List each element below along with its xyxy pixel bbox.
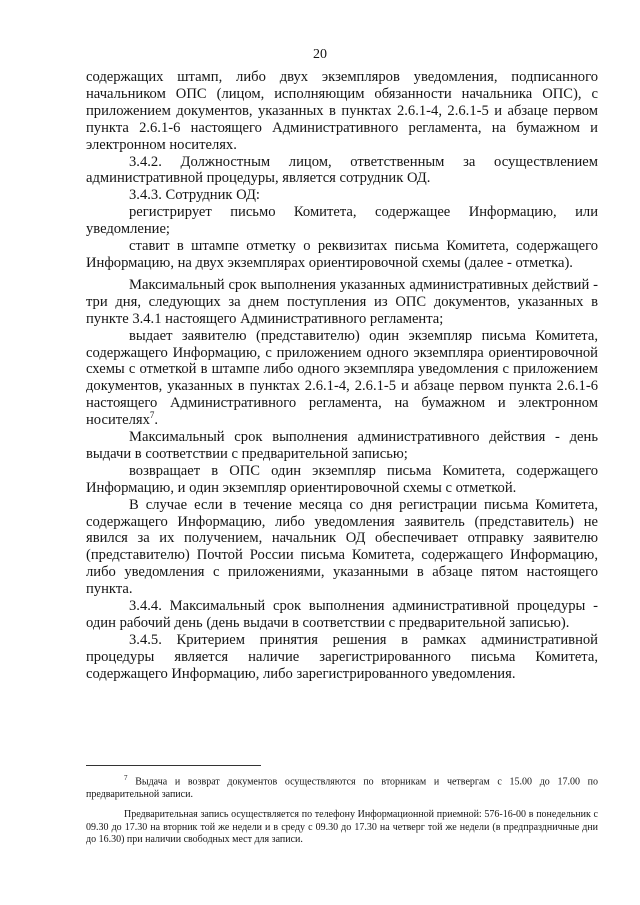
paragraph: Максимальный срок выполнения административного действия - день выдачи в соответствии с предварительной записью; <box>86 429 598 462</box>
paragraph-3-4-2: 3.4.2. Должностным лицом, ответственным за осуществлением административной процедуры, является сотрудник ОД. <box>86 153 598 187</box>
document-body <box>86 69 598 683</box>
period: . <box>154 412 159 429</box>
paragraph-with-footnote <box>86 328 598 429</box>
footnote: Предварительная запись осуществляется по телефону Информационной приемной: 576-16-00 в понедельник с 09.30 до 17.30 на вторник той же недели и в среду с 09.30 до 17.30 на четверг той же недели (в предпраздничные дни до 16.30) при наличии свободных мест для записи. <box>86 809 598 845</box>
footnote-number: 7 <box>124 774 128 782</box>
paragraph-3-4-4: 3.4.4. Максимальный срок выполнения административной процедуры - один рабочий день (день выдачи в соответствии с предварительной записью). <box>86 598 598 631</box>
footnotes <box>86 772 598 854</box>
paragraph: ставит в штампе отметку о реквизитах письма Комитета, содержащего Информацию, на двух экземплярах ориентировочной схемы (далее - отметка). <box>86 238 598 271</box>
footnote-text: Выдача и возврат документов осуществляются по вторникам и четвергам с 15.00 до 17.00 по предварительной записи. <box>86 776 599 800</box>
paragraph: содержащих штамп, либо двух экземпляров уведомления, подписанного начальником ОПС (лицом, исполняющим обязанности начальника ОПС), с приложением документов, указанных в пунктах 2.6.1-4, 2.6.1-5 и абзаце первом пункта 2.6.1-6 настоящего Административного регламента, на бумажном и электронном носителях. <box>86 69 598 153</box>
paragraph: возвращает в ОПС один экземпляр письма Комитета, содержащего Информацию, и один экземпляр ориентировочной схемы с отметкой. <box>86 462 598 496</box>
paragraph-3-4-5: 3.4.5. Критерием принятия решения в рамках административной процедуры является наличие зарегистрированного письма Комитета, содержащего Информацию, либо зарегистрированного уведомления. <box>86 631 598 682</box>
paragraph: регистрирует письмо Комитета, содержащее Информацию, или уведомление; <box>86 204 598 238</box>
paragraph: Максимальный срок выполнения указанных административных действий - три дня, следующих за днем поступления из ОПС документов, указанных в пункте 3.4.1 настоящего Административного регламента; <box>86 276 598 327</box>
footnote-divider <box>86 765 261 766</box>
paragraph: В случае если в течение месяца со дня регистрации письма Комитета, содержащего Информацию, либо уведомления заявитель (представитель) не явился за их получением, начальник ОД обеспечивает отправку заявителю (представителю) Почтой России письма Комитета, содержащего Информацию, либо уведомления с приложениями, указанными в абзаце пятом настоящего пункта. <box>86 496 598 598</box>
footnote-marker: 7 <box>149 410 155 421</box>
page-number: 20 <box>313 47 327 62</box>
paragraph-text: выдает заявителю (представителю) один экземпляр письма Комитета, содержащего Информацию, с приложением одного экземпляра ориентировочной схемы с отметкой в штампе либо одного экземпляра уведомления с приложением документов, указанных в пунктах 2.6.1-4, 2.6.1-5 и абзаце первом пункта 2.6.1-6 настоящего Административного регламента, на бумажном и электронном носителях <box>86 327 598 429</box>
footnote <box>86 772 598 801</box>
paragraph-3-4-3: 3.4.3. Сотрудник ОД: <box>129 187 260 204</box>
